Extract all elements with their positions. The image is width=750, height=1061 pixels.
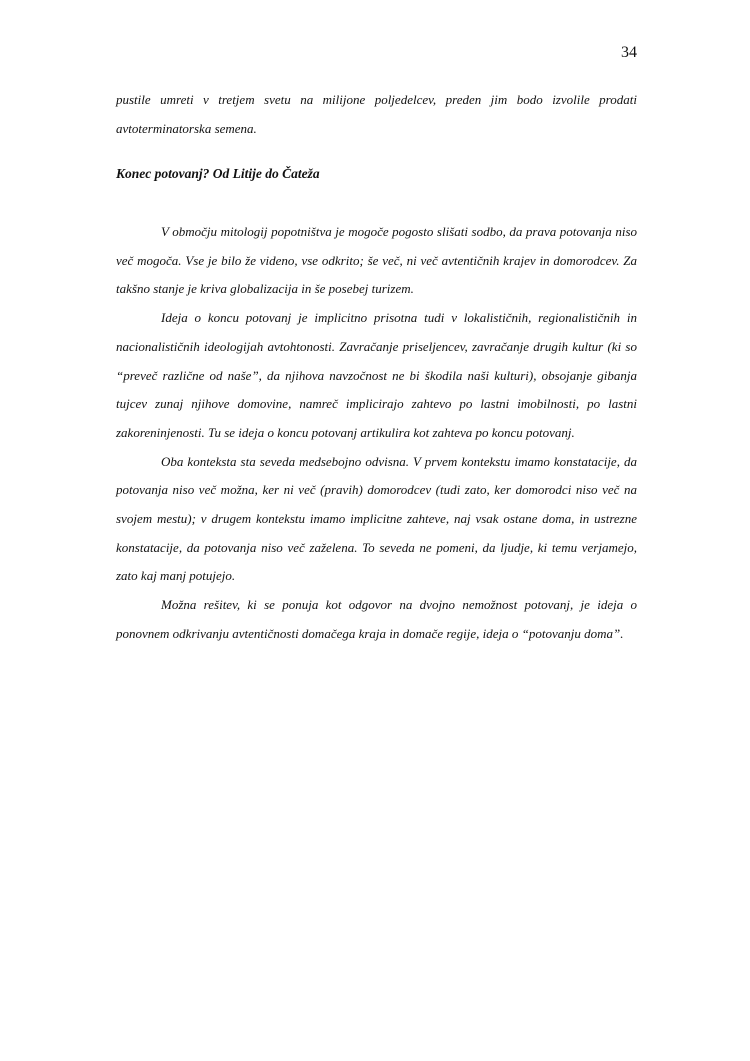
paragraph-3: Oba konteksta sta seveda medsebojno odvisna. V prvem kontekstu imamo konstatacije, da potovanja niso več možna, ker ni več (pravih) domorodcev (tudi zato, ker domorodci niso več na svojem mestu); v drugem kontekstu imamo implicitne zahteve, naj vsak ostane doma, in ustrezne konstatacije, da potovanja niso več zaželena. To seveda ne pomeni, da ljudje, ki temu verjamejo, zato kaj manj potujejo. <box>116 453 637 584</box>
paragraph-4: Možna rešitev, ki se ponuja kot odgovor na dvojno nemožnost potovanj, je ideja o ponovnem odkrivanju avtentičnosti domačega kraja in domače regije, ideja o “potovanju doma”. <box>116 597 637 641</box>
lead-paragraph-block <box>116 86 637 143</box>
lead-paragraph: pustile umreti v tretjem svetu na milijone poljedelcev, preden jim bodo izvolile prodati avtoterminatorska semena. <box>116 92 637 136</box>
paragraph-2: Ideja o koncu potovanj je implicitno prisotna tudi v lokalističnih, regionalističnih in nacionalističnih ideologijah avtohtonosti. Zavračanje priseljencev, zavračanje drugih kultur (ki so “preveč različne od naše”, da njihova navzočnost ne bi škodila naši kulturi), obsojanje gibanja tujcev zunaj njihove domovine, namreč implicirajo zahtevo po lastni imobilnosti, po lastni zakoreninjenosti. Tu se ideja o koncu potovanj artikulira kot zahteva po koncu potovanj. <box>116 310 637 440</box>
page-number: 34 <box>621 44 637 61</box>
paragraph-1: V območju mitologij popotništva je mogoče pogosto slišati sodbo, da prava potovanja niso več mogoča. Vse je bilo že videno, vse odkrito; še več, ni več avtentičnih krajev in domorodcev. Za takšno stanje je kriva globalizacija in še posebej turizem. <box>116 224 637 297</box>
section-body <box>116 218 637 649</box>
section-heading: Konec potovanj? Od Litije do Čateža <box>116 166 320 181</box>
